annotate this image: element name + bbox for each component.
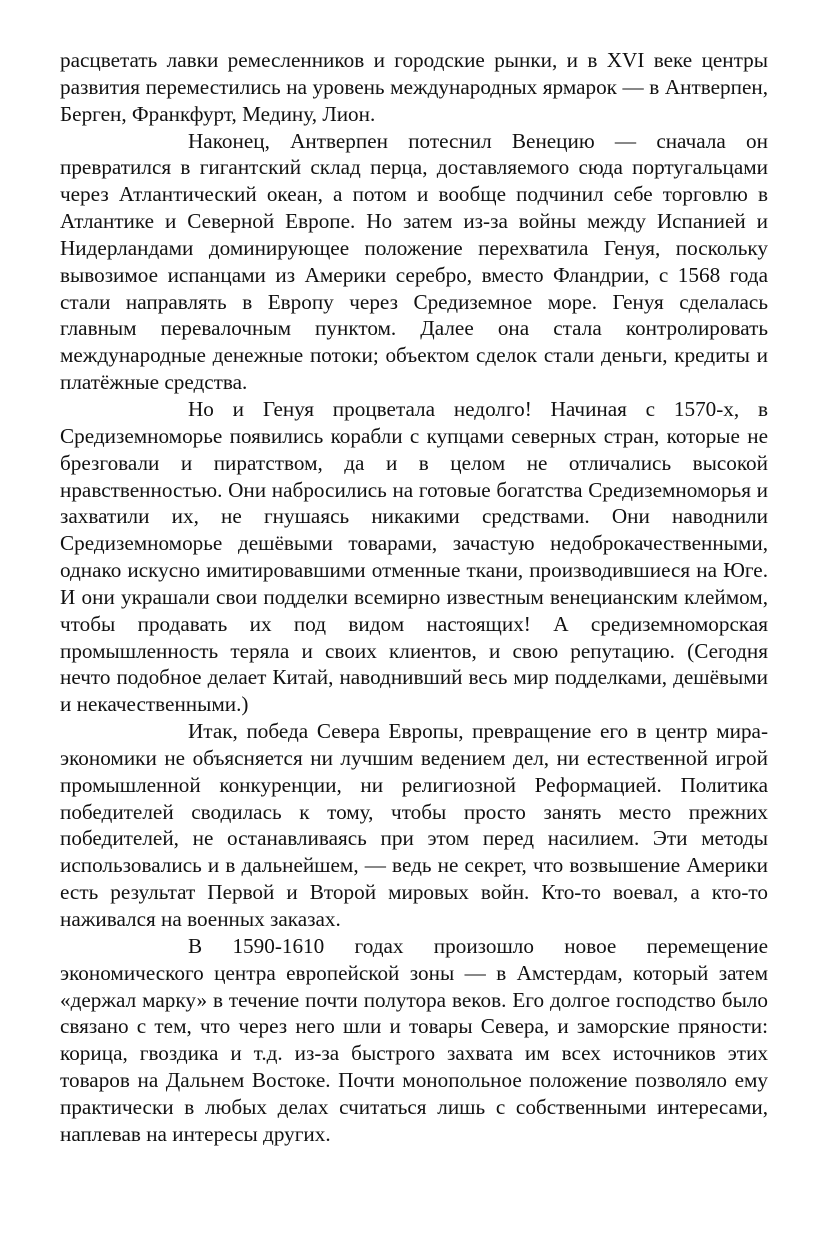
paragraph-antwerp: Наконец, Антверпен потеснил Венецию — сначала он превратился в гигантский склад перца, доставляемого сюда португальцами через Атлантический океан, а потом и вообще подчинил себе торговлю в Атлантике и Северной Европе. Но затем из-за войны между Испанией и Нидерландами доминирующее положение перехватила Генуя, поскольку вывозимое испанцами из Америки серебро, вместо Фландрии, с 1568 года стали направлять в Европу через Средиземное море. Генуя сделалась главным перевалочным пунктом. Далее она стала контролировать международные денежные потоки; объектом сделок стали деньги, кредиты и платёжные средства.: [60, 128, 768, 395]
paragraph-genoa: Но и Генуя процветала недолго! Начиная с 1570-х, в Средиземноморье появились корабли с купцами северных стран, которые не брезговали и пиратством, да и в целом не отличались высокой нравственностью. Они набросились на готовые богатства Средиземноморья и захватили их, не гнушаясь никакими средствами. Они наводнили Средиземноморье дешёвыми товарами, зачастую недоброкачественными, однако искусно имитировавшими отменные ткани, производившиеся на Юге. И они украшали свои подделки всемирно известным венецианским клеймом, чтобы продавать их под видом настоящих! А средиземноморская промышленность теряла и своих клиентов, и свою репутацию. (Сегодня нечто подобное делает Китай, наводнивший весь мир подделками, дешёвыми и некачественными.): [60, 396, 768, 717]
document-page: [60, 47, 768, 1148]
paragraph-north-victory: Итак, победа Севера Европы, превращение его в центр мира-экономики не объясняется ни лучшим ведением дел, ни естественной игрой промышленной конкуренции, ни религиозной Реформацией. Политика победителей сводилась к тому, чтобы просто занять место прежних победителей, не останавливаясь при этом перед насилием. Эти методы использовались и в дальнейшем, — ведь не секрет, что возвышение Америки есть результат Первой и Второй мировых войн. Кто-то воевал, а кто-то наживался на военных заказах.: [60, 719, 768, 931]
paragraph-continuation: расцветать лавки ремесленников и городские рынки, и в XVI веке центры развития переместились на уровень международных ярмарок — в Антверпен, Берген, Франкфурт, Медину, Лион.: [60, 48, 768, 126]
paragraph-amsterdam: В 1590-1610 годах произошло новое перемещение экономического центра европейской зоны — в Амстердам, который затем «держал марку» в течение почти полутора веков. Его долгое господство было связано с тем, что через него шли и товары Севера, и заморские пряности: корица, гвоздика и т.д. из-за быстрого захвата им всех источников этих товаров на Дальнем Востоке. Почти монопольное положение позволяло ему практически в любых делах считаться лишь с собственными интересами, наплевав на интересы других.: [60, 933, 768, 1146]
